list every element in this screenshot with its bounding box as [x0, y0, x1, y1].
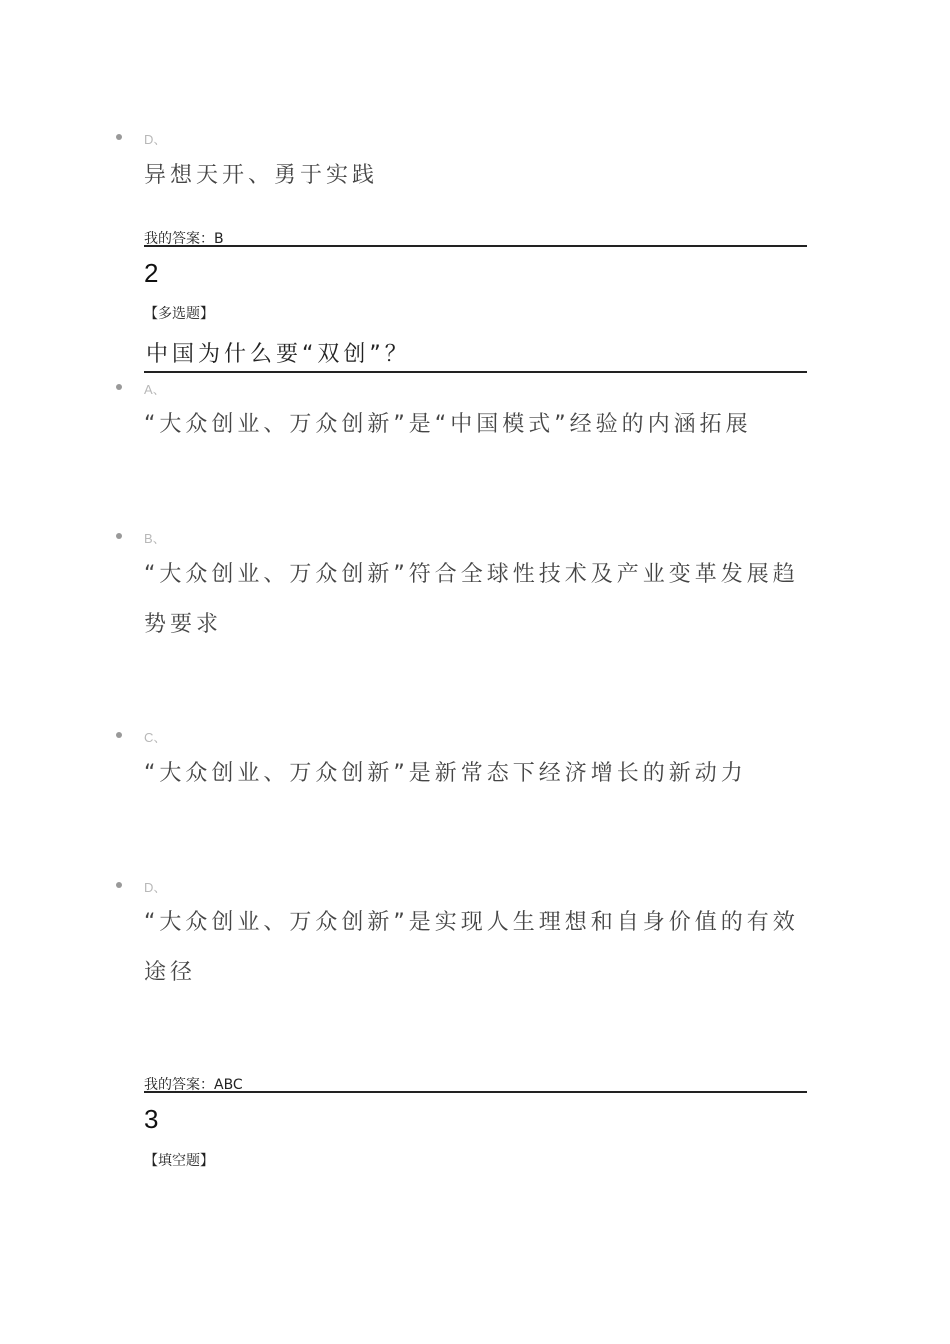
option-text-d: “大众创业、万众创新”是实现人生理想和自身价值的有效途径 [144, 910, 799, 985]
option-bullet [116, 882, 122, 888]
option-text-b: “大众创业、万众创新”符合全球性技术及产业变革发展趋势要求 [144, 562, 799, 637]
option-bullet [116, 533, 122, 539]
option-label-b: B、 [144, 531, 166, 546]
option-label-a: A、 [144, 382, 166, 397]
question-type: 【多选题】 [144, 306, 214, 322]
divider [144, 245, 807, 247]
question-title: 中国为什么要“双创”？ [146, 342, 411, 367]
question-number: 2 [144, 258, 159, 288]
option-label-c: C、 [144, 730, 167, 745]
my-answer: 我的答案：ABC [144, 1077, 243, 1093]
option-bullet [116, 384, 122, 390]
option-bullet [116, 134, 122, 140]
my-answer: 我的答案：B [144, 231, 224, 247]
question-number: 3 [144, 1104, 159, 1134]
option-label-d: D、 [144, 132, 167, 147]
option-text-c: “大众创业、万众创新”是新常态下经济增长的新动力 [144, 761, 747, 786]
divider [144, 371, 807, 373]
divider [144, 1091, 807, 1093]
option-label-d: D、 [144, 880, 167, 895]
question-type: 【填空题】 [144, 1153, 214, 1169]
option-text-d: 异想天开、勇于实践 [144, 163, 379, 188]
option-bullet [116, 732, 122, 738]
option-text-a: “大众创业、万众创新”是“中国模式”经验的内涵拓展 [144, 412, 752, 437]
